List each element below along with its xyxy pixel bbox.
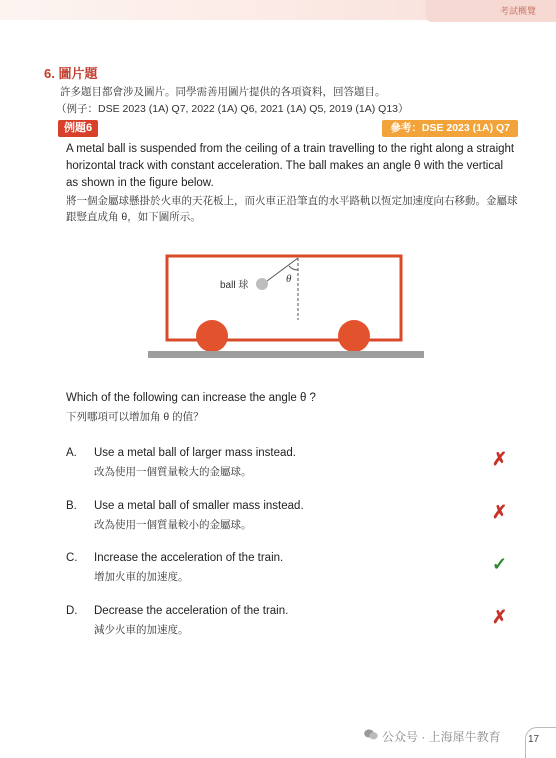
option-a [66, 447, 526, 487]
prompt-english: Which of the following can increase the angle θ ? [66, 392, 316, 404]
prompt-chinese: 下列哪項可以增加角 θ 的值？ [66, 411, 204, 423]
footer-watermark: 公众号 · 上海犀牛教育 [382, 730, 501, 744]
option-b [66, 500, 526, 540]
cross-mark-icon: ✗ [492, 449, 508, 469]
wechat-icon [364, 729, 378, 740]
train-figure [140, 248, 440, 366]
option-text-english: Decrease the acceleration of the train. [94, 605, 289, 617]
suspension-string [263, 258, 298, 284]
option-letter: D. [66, 605, 78, 617]
angle-arc [289, 266, 298, 270]
page-number: 17 [528, 734, 540, 745]
option-text-chinese: 增加火車的加速度。 [94, 571, 189, 583]
option-text-english: Use a metal ball of smaller mass instead. [94, 500, 304, 512]
header-tag [426, 0, 556, 22]
option-text-english: Increase the acceleration of the train. [94, 552, 284, 564]
section-intro: 許多題目都會涉及圖片。同學需善用圖片提供的各項資料，回答題目。 [60, 86, 386, 98]
example-badge: 例題6 [58, 120, 98, 137]
option-text-chinese: 減少火車的加速度。 [94, 624, 189, 636]
section-title: 6. 圖片題 [44, 66, 98, 81]
question-english: A metal ball is suspended from the ceiling of a train travelling to the right along a straight horizontal track with constant acceleration. The ball makes an angle θ with the vertical as shown in the figure below. [66, 143, 515, 189]
angle-label: θ [286, 273, 292, 285]
option-d [66, 605, 526, 645]
ball-label: ball 球 [220, 280, 249, 291]
cross-mark-icon: ✗ [492, 502, 508, 522]
section-refs: （例子：DSE 2023 (1A) Q7, 2022 (1A) Q6, 2021 (1A) Q5, 2019 (1A) Q13） [56, 103, 409, 115]
option-text-chinese: 改為使用一個質量較小的金屬球。 [94, 519, 252, 531]
option-text-chinese: 改為使用一個質量較大的金屬球。 [94, 466, 252, 478]
question-chinese: 將一個金屬球懸掛於火車的天花板上，而火車正沿筆直的水平路軌以恆定加速度向右移動。金屬球跟豎直成角 θ，如下圖所示。 [66, 195, 518, 223]
check-mark-icon: ✓ [492, 554, 508, 574]
reference-badge: 參考：DSE 2023 (1A) Q7 [382, 120, 518, 137]
header-tag-label: 考試概覽 [499, 6, 536, 16]
rail-track [148, 351, 424, 358]
option-c [66, 552, 526, 592]
metal-ball [256, 278, 268, 290]
left-wheel [196, 320, 228, 352]
right-wheel [338, 320, 370, 352]
cross-mark-icon: ✗ [492, 607, 508, 627]
option-letter: A. [66, 447, 77, 459]
option-letter: B. [66, 500, 77, 512]
option-letter: C. [66, 552, 78, 564]
option-text-english: Use a metal ball of larger mass instead. [94, 447, 296, 459]
